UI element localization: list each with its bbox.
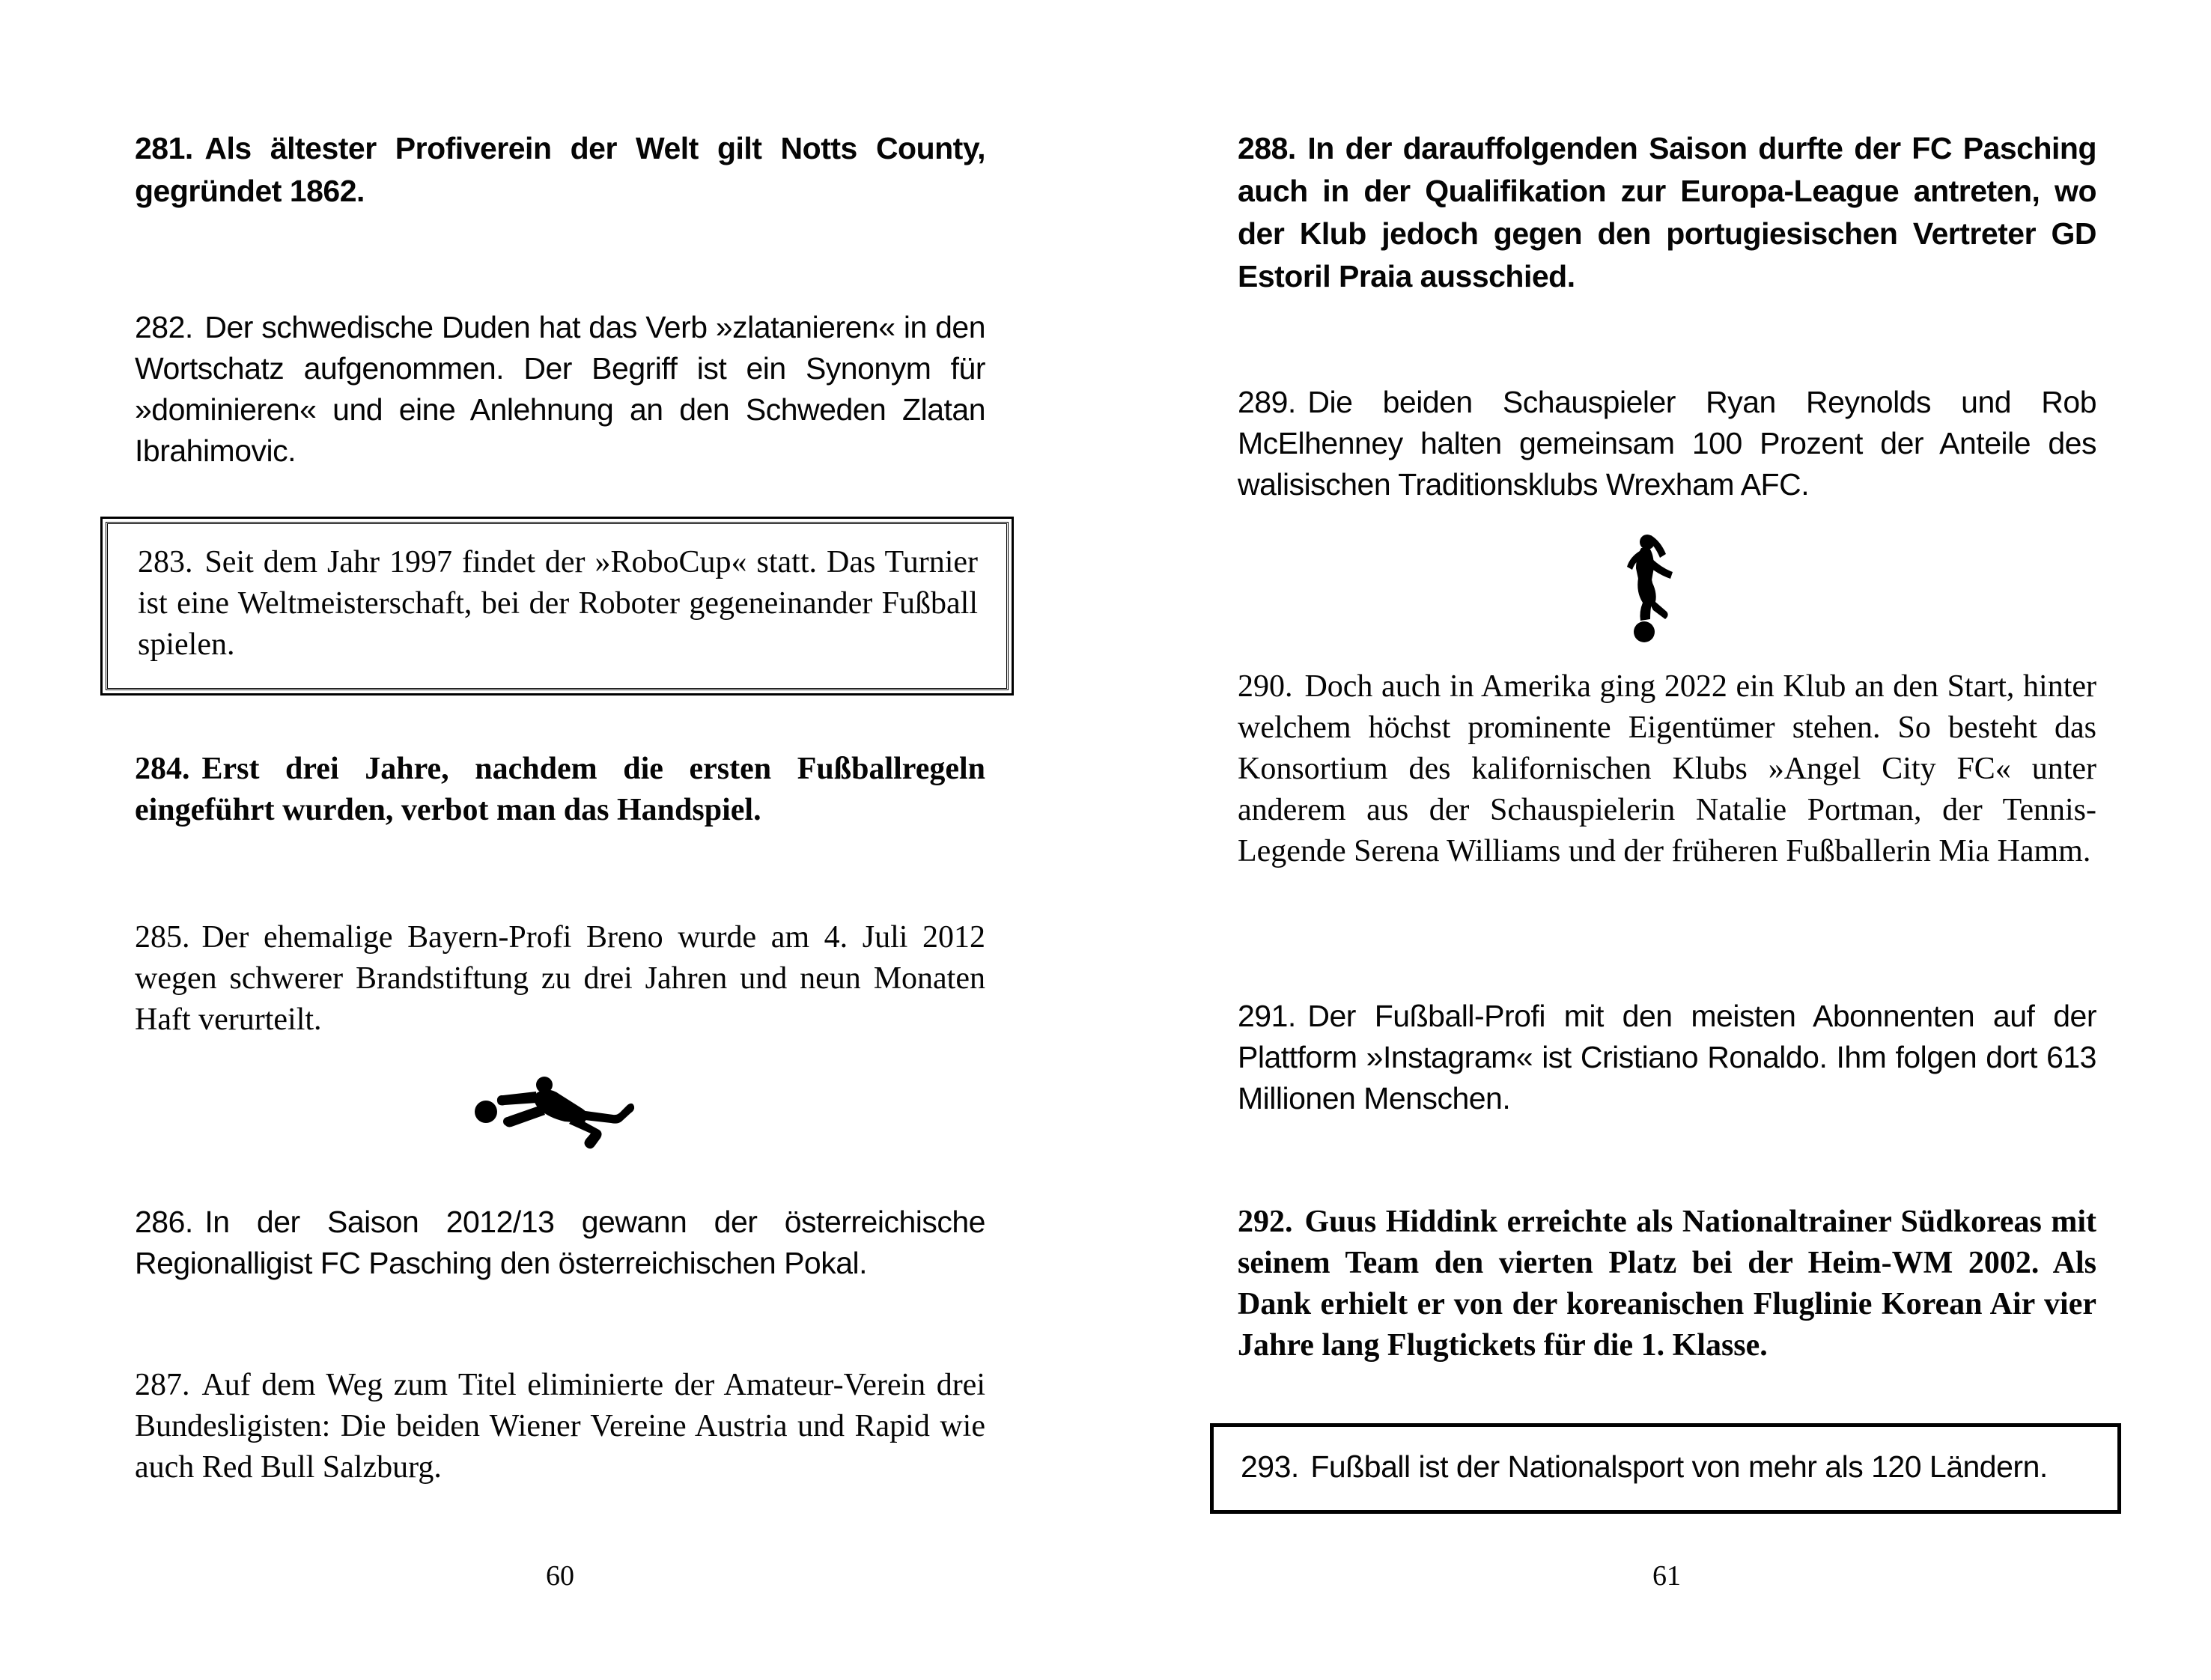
fact-283 xyxy=(138,542,978,666)
fact-291-number: 291. xyxy=(1238,999,1296,1033)
fact-283-number: 283. xyxy=(138,545,193,579)
fact-293-frame xyxy=(1210,1423,2121,1514)
fact-289-text: Die beiden Schauspieler Ryan Reynolds und Rob McElhenney halten gemeinsam 100 Prozent der Anteile des walisischen Traditionsklubs Wrexham AFC. xyxy=(1238,385,2096,502)
fact-293-text: Fußball ist der Nationalsport von mehr als 120 Ländern. xyxy=(1310,1449,2048,1484)
fact-290 xyxy=(1238,666,2096,872)
fact-292-text: Guus Hiddink erreichte als Nationaltrainer Südkoreas mit seinem Team den vierten Platz bei der Heim-WM 2002. Als Dank erhielt er von der koreanischen Fluglinie Korean Air vier Jahre lang Flugtickets für die 1. Klasse. xyxy=(1238,1205,2096,1363)
dribbling-player-icon xyxy=(1608,532,1692,644)
fact-283-text: Seit dem Jahr 1997 findet der »RoboCup« statt. Das Turnier ist eine Weltmeisterschaft, bei der Roboter gegeneinander Fußball spielen. xyxy=(138,545,978,662)
fact-287-number: 287. xyxy=(135,1368,190,1402)
fact-284-number: 284. xyxy=(135,752,190,786)
fact-282 xyxy=(135,307,985,472)
fact-285 xyxy=(135,917,985,1041)
page-number-left: 60 xyxy=(546,1560,574,1592)
fact-281 xyxy=(135,127,985,213)
fact-281-number: 281. xyxy=(135,131,193,165)
fact-293-number: 293. xyxy=(1241,1449,1299,1484)
fact-282-number: 282. xyxy=(135,310,193,344)
fact-284-text: Erst drei Jahre, nachdem die ersten Fußballregeln eingeführt wurden, verbot man das Handspiel. xyxy=(135,752,985,827)
fact-287-text: Auf dem Weg zum Titel eliminierte der Amateur-Verein drei Bundesligisten: Die beiden Wiener Vereine Austria und Rapid wie auch Red Bull Salzburg. xyxy=(135,1368,985,1485)
page-number-right: 61 xyxy=(1652,1560,1681,1592)
fact-286 xyxy=(135,1202,985,1284)
fact-285-number: 285. xyxy=(135,920,190,955)
fact-292 xyxy=(1238,1202,2096,1366)
fact-292-number: 292. xyxy=(1238,1205,1293,1239)
fact-286-text: In der Saison 2012/13 gewann der österreichische Regionalligist FC Pasching den österreichischen Pokal. xyxy=(135,1205,985,1280)
fact-288 xyxy=(1238,127,2096,298)
fact-286-number: 286. xyxy=(135,1205,193,1239)
fact-289 xyxy=(1238,382,2096,505)
fact-291 xyxy=(1238,996,2096,1119)
fact-289-number: 289. xyxy=(1238,385,1296,419)
fact-290-number: 290. xyxy=(1238,669,1293,704)
diving-goalkeeper-icon xyxy=(469,1072,639,1157)
fact-288-text: In der darauffolgenden Saison durfte der FC Pasching auch in der Qualifikation zur Europa-League antreten, wo der Klub jedoch gegen den portugiesischen Vertreter GD Estoril Praia ausschied. xyxy=(1238,131,2096,293)
fact-287 xyxy=(135,1365,985,1488)
fact-288-number: 288. xyxy=(1238,131,1296,165)
fact-283-frame xyxy=(100,517,1014,696)
fact-285-text: Der ehemalige Bayern-Profi Breno wurde am 4. Juli 2012 wegen schwerer Brandstiftung zu drei Jahren und neun Monaten Haft verurteilt. xyxy=(135,920,985,1037)
fact-282-text: Der schwedische Duden hat das Verb »zlatanieren« in den Wortschatz aufgenommen. Der Begriff ist ein Synonym für »dominieren« und eine Anlehnung an den Schweden Zlatan Ibrahimovic. xyxy=(135,310,985,468)
fact-281-text: Als ältester Profiverein der Welt gilt Notts County, gegründet 1862. xyxy=(135,131,985,208)
fact-290-text: Doch auch in Amerika ging 2022 ein Klub an den Start, hinter welchem höchst prominente Eigentümer stehen. So besteht das Konsortium des kalifornischen Klubs »Angel City FC« unter anderem aus der Schauspielerin Natalie Portman, der Tennis-Legende Serena Williams und der früheren Fußballerin Mia Hamm. xyxy=(1238,669,2096,868)
fact-291-text: Der Fußball-Profi mit den meisten Abonnenten auf der Plattform »Instagram« ist Cristiano Ronaldo. Ihm folgen dort 613 Millionen Menschen. xyxy=(1238,999,2096,1116)
fact-283-frame-inner xyxy=(106,522,1009,690)
fact-284 xyxy=(135,749,985,831)
fact-293 xyxy=(1241,1446,2092,1488)
